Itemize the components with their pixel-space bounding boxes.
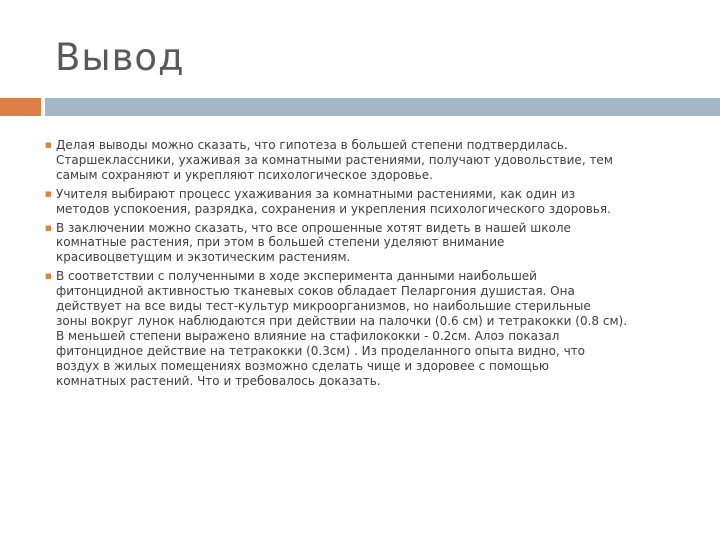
square-bullet-icon: ■ [45, 189, 52, 198]
paragraph-line: Делая выводы можно сказать, что гипотеза в большей степени подтвердилась. [56, 138, 568, 152]
paragraph-experiment [45, 269, 700, 388]
paragraph-line: В меньшей степени выражено влияние на стафилококки - 0.2см. Алоэ показал [56, 328, 560, 343]
paragraph-survey [45, 220, 700, 266]
paragraph-line: фитонцидное действие на тетракокки (0.3см) . Из проделанного опыта видно, что [56, 343, 586, 358]
paragraph-line: самым сохраняют и укрепляют психологическое здоровье. [56, 167, 433, 182]
paragraph-line: В заключении можно сказать, что все опрошенные хотят видеть в нашей школе [56, 220, 571, 235]
paragraph-conclusion-hypothesis [45, 138, 700, 183]
slide-title: Вывод [55, 36, 185, 79]
title-area [0, 0, 720, 98]
paragraph-line: Старшеклассники, ухаживая за комнатными растениями, получают удовольствие, тем [56, 152, 613, 167]
paragraph-line: воздух в жилых помещениях возможно сделать чище и здоровее с помощью [56, 358, 550, 373]
slide-body [45, 138, 700, 393]
square-bullet-icon: ■ [45, 141, 52, 149]
paragraph-line: комнатных растений. Что и требовалось доказать. [56, 373, 381, 388]
paragraph-line: действует на все виды тест-культур микроорганизмов, но наибольшие стерильные [56, 299, 591, 314]
square-bullet-icon: ■ [45, 223, 52, 232]
paragraph-line: В соответствии с полученными в ходе эксперимента данными наибольшей [56, 269, 537, 284]
square-bullet-icon: ■ [45, 272, 52, 281]
paragraph-line: Учителя выбирают процесс ухаживания за комнатными растениями, как один из [56, 186, 576, 201]
paragraph-line: методов успокоения, разрядка, сохранения и укрепления психологического здоровья. [56, 201, 611, 216]
accent-bar [0, 98, 41, 116]
title-rule-bar [45, 98, 720, 116]
paragraph-line: красивоцветущим и экзотическим растениям. [56, 250, 351, 265]
paragraph-line: фитонцидной активностью тканевых соков обладает Пеларгония душистая. Она [56, 284, 575, 299]
paragraph-line: зоны вокруг лунок наблюдаются при действии на палочки (0.6 см) и тетракокки (0.8 см). [56, 313, 628, 328]
paragraph-teachers [45, 186, 700, 217]
paragraph-line: комнатные растения, при этом в большей степени уделяют внимание [56, 235, 505, 250]
